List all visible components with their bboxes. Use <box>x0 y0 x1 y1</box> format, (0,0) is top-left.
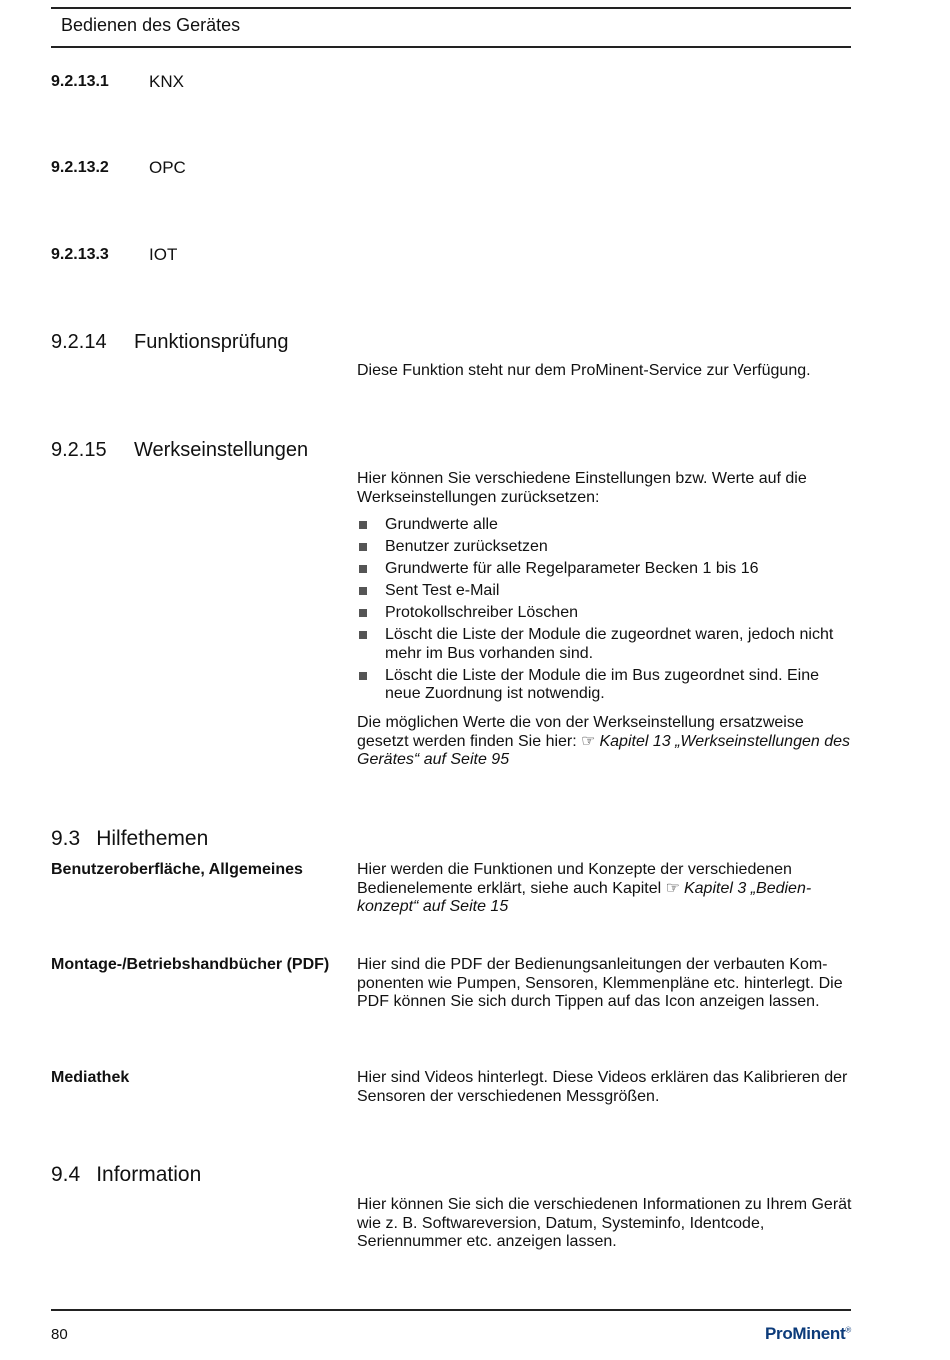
section-title: IOT <box>149 245 178 264</box>
square-bullet-icon <box>359 565 367 573</box>
pointing-hand-icon: ☞ <box>581 732 596 750</box>
section-title: OPC <box>149 158 186 177</box>
footer-rule <box>51 1309 851 1311</box>
section-title: Werkseinstellungen <box>134 439 309 461</box>
page-number: 80 <box>51 1326 68 1343</box>
topic-label: Montage-/Betriebshandbücher (PDF) <box>51 956 330 973</box>
topic-description: Hier werden die Funktionen und Konzepte der verschiedenen Bedienelemente erklärt, siehe auch Kapitel ☞ Kapitel 3 „Bedien-konzept“ auf Seite 15 <box>357 861 812 915</box>
reset-options-list <box>357 516 852 707</box>
section-title: Funktionsprüfung <box>134 331 289 353</box>
square-bullet-icon <box>359 631 367 639</box>
square-bullet-icon <box>359 521 367 529</box>
section-title: KNX <box>149 72 184 91</box>
chapter-cross-reference[interactable]: ☞ Kapitel 3 „Bedien-konzept“ auf Seite 15 <box>357 879 812 915</box>
section-number: 9.2.15 <box>51 439 107 461</box>
list-item: Löscht die Liste der Module die im Bus zugeordnet sind. Eine neue Zuordnung ist notwendig. <box>357 667 852 704</box>
square-bullet-icon <box>359 587 367 595</box>
list-item: Benutzer zurücksetzen <box>357 538 852 557</box>
list-item: Löscht die Liste der Module die zugeordnet waren, jedoch nicht mehr im Bus vorhanden sind. <box>357 626 852 663</box>
section-body-text: Diese Funktion steht nur dem ProMinent-Service zur Verfügung. <box>357 362 811 379</box>
section-number: 9.2.13.3 <box>51 246 109 263</box>
topic-label: Benutzeroberfläche, Allgemeines <box>51 861 303 878</box>
topic-description: Hier sind die PDF der Bedienungsanleitungen der verbauten Kom-ponenten wie Pumpen, Sensoren, Klemmenpläne etc. hinterlegt. Die PDF können Sie sich durch Tippen auf das Icon anzeigen lassen. <box>357 956 843 1010</box>
topic-description: Hier sind Videos hinterlegt. Diese Videos erklären das Kalibrieren der Sensoren der verschiedenen Messgrößen. <box>357 1069 848 1105</box>
running-header-title: Bedienen des Gerätes <box>61 15 241 35</box>
section-outro-text: Die möglichen Werte die von der Werkseinstellung ersatzweise gesetzt werden finden Sie hier: ☞ Kapitel 13 „Werkseinstellungen des Gerätes“ auf Seite 95 <box>357 714 850 768</box>
square-bullet-icon <box>359 609 367 617</box>
list-item: Grundwerte alle <box>357 516 852 535</box>
section-number: 9.2.14 <box>51 331 107 353</box>
header-top-rule <box>51 7 851 9</box>
section-body-text: Hier können Sie sich die verschiedenen Informationen zu Ihrem Gerät wie z. B. Softwareversion, Datum, Systeminfo, Identcode, Seriennummer etc. anzeigen lassen. <box>357 1196 852 1250</box>
chapter-heading: 9.4 Information <box>51 1163 202 1186</box>
list-item: Sent Test e-Mail <box>357 582 852 601</box>
chapter-cross-reference[interactable]: ☞ Kapitel 13 „Werkseinstellungen des Gerätes“ auf Seite 95 <box>357 732 850 768</box>
pointing-hand-icon: ☞ <box>665 879 680 897</box>
square-bullet-icon <box>359 543 367 551</box>
prominent-logo: ProMinent® <box>764 1324 851 1343</box>
section-number: 9.2.13.2 <box>51 159 109 176</box>
topic-label: Mediathek <box>51 1069 130 1086</box>
square-bullet-icon <box>359 672 367 680</box>
section-intro-text: Hier können Sie verschiedene Einstellungen bzw. Werte auf die Werkseinstellungen zurücksetzen: <box>357 470 807 506</box>
chapter-heading: 9.3 Hilfethemen <box>51 827 209 850</box>
list-item: Grundwerte für alle Regelparameter Becken 1 bis 16 <box>357 560 852 579</box>
header-bottom-rule <box>51 46 851 48</box>
list-item: Protokollschreiber Löschen <box>357 604 852 623</box>
section-number: 9.2.13.1 <box>51 73 109 90</box>
